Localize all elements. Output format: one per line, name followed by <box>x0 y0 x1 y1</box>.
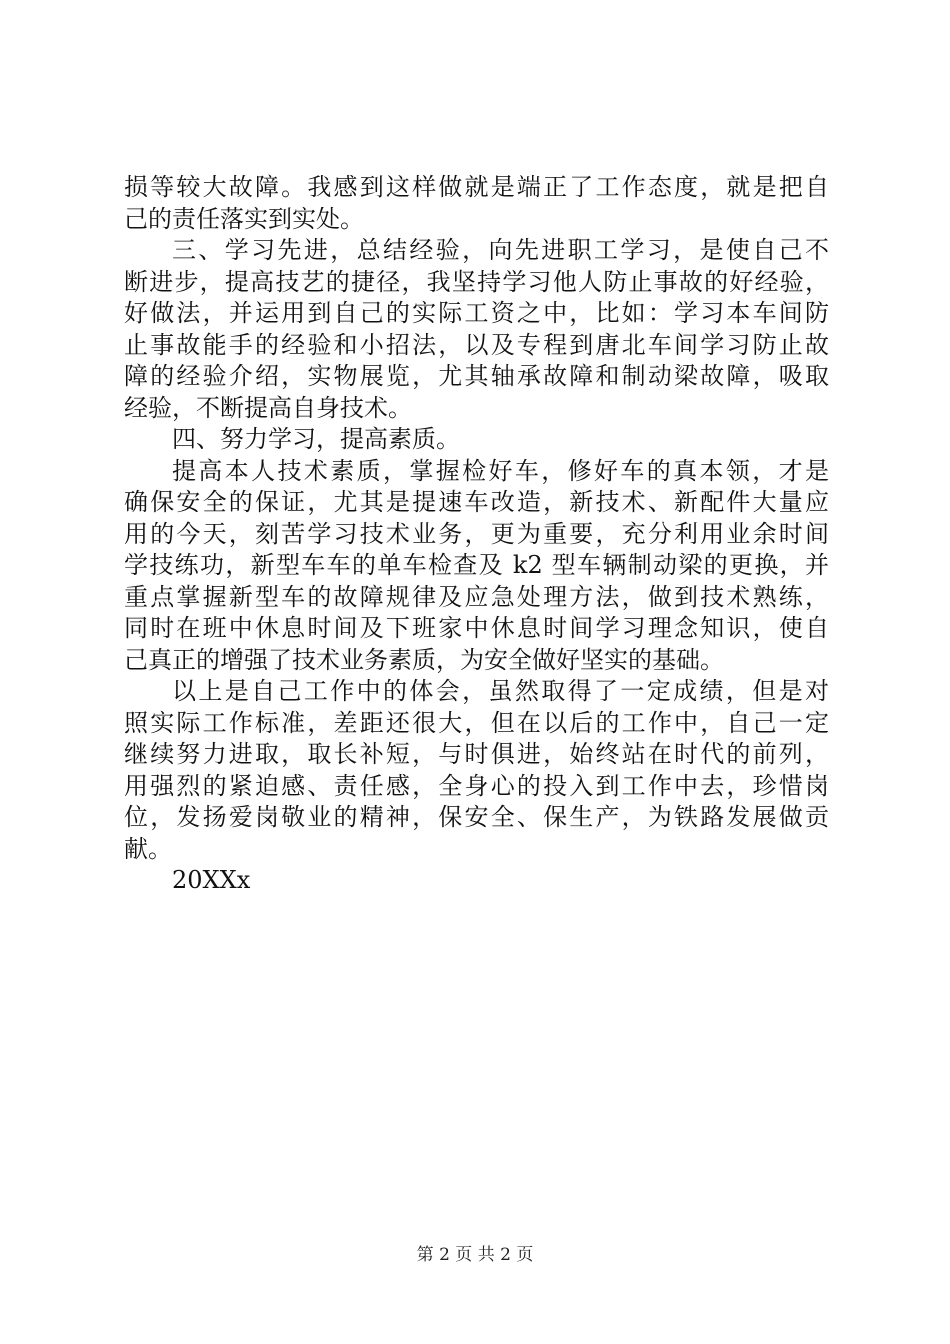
text-line: 同时在班中休息时间及下班家中休息时间学习理念知识，使自 <box>124 614 829 642</box>
text-line: 照实际工作标准，差距还很大，但在以后的工作中，自己一定 <box>124 708 829 737</box>
text-line: 经验，不断提高自身技术。 <box>124 393 412 422</box>
text-line: 重点掌握新型车的故障规律及应急处理方法，做到技术熟练， <box>124 582 829 611</box>
text-line: 用的今天，刻苦学习技术业务，更为重要，充分利用业余时间 <box>124 519 829 548</box>
text-line: 好做法，并运用到自己的实际工资之中，比如：学习本车间防 <box>124 299 829 327</box>
page-footer: 第 2 页 共 2 页 <box>416 1245 534 1265</box>
text-line: 用强烈的紧迫感、责任感，全身心的投入到工作中去，珍惜岗 <box>124 771 829 800</box>
text-line: 确保安全的保证，尤其是提速车改造，新技术、新配件大量应 <box>124 488 829 516</box>
text-line: 止事故能手的经验和小招法，以及专程到唐北车间学习防止故 <box>124 330 829 359</box>
text-line: 献。 <box>124 834 172 863</box>
text-line: 己的责任落实到实处。 <box>124 204 364 233</box>
text-line: 三、学习先进，总结经验，向先进职工学习，是使自己不 <box>172 236 829 264</box>
text-line: 断进步，提高技艺的捷径，我坚持学习他人防止事故的好经验， <box>124 267 829 296</box>
document-body <box>124 172 829 897</box>
text-line: 提高本人技术素质，掌握检好车，修好车的真本领，才是 <box>172 456 829 485</box>
text-line: 继续努力进取，取长补短，与时俱进，始终站在时代的前列， <box>124 740 829 768</box>
text-line: 学技练功，新型车车的单车检查及 k2 型车辆制动梁的更换，并 <box>124 551 829 579</box>
text-line: 位，发扬爱岗敬业的精神，保安全、保生产，为铁路发展做贡 <box>124 803 829 831</box>
text-line: 损等较大故障。我感到这样做就是端正了工作态度，就是把自 <box>124 173 829 201</box>
text-line: 己真正的增强了技术业务素质，为安全做好坚实的基础。 <box>124 645 724 674</box>
text-line: 20XXx <box>172 866 251 894</box>
text-line: 障的经验介绍，实物展览，尤其轴承故障和制动梁故障，吸取 <box>124 362 829 390</box>
text-line: 以上是自己工作中的体会，虽然取得了一定成绩，但是对 <box>172 677 829 705</box>
text-line: 四、努力学习，提高素质。 <box>172 425 460 453</box>
